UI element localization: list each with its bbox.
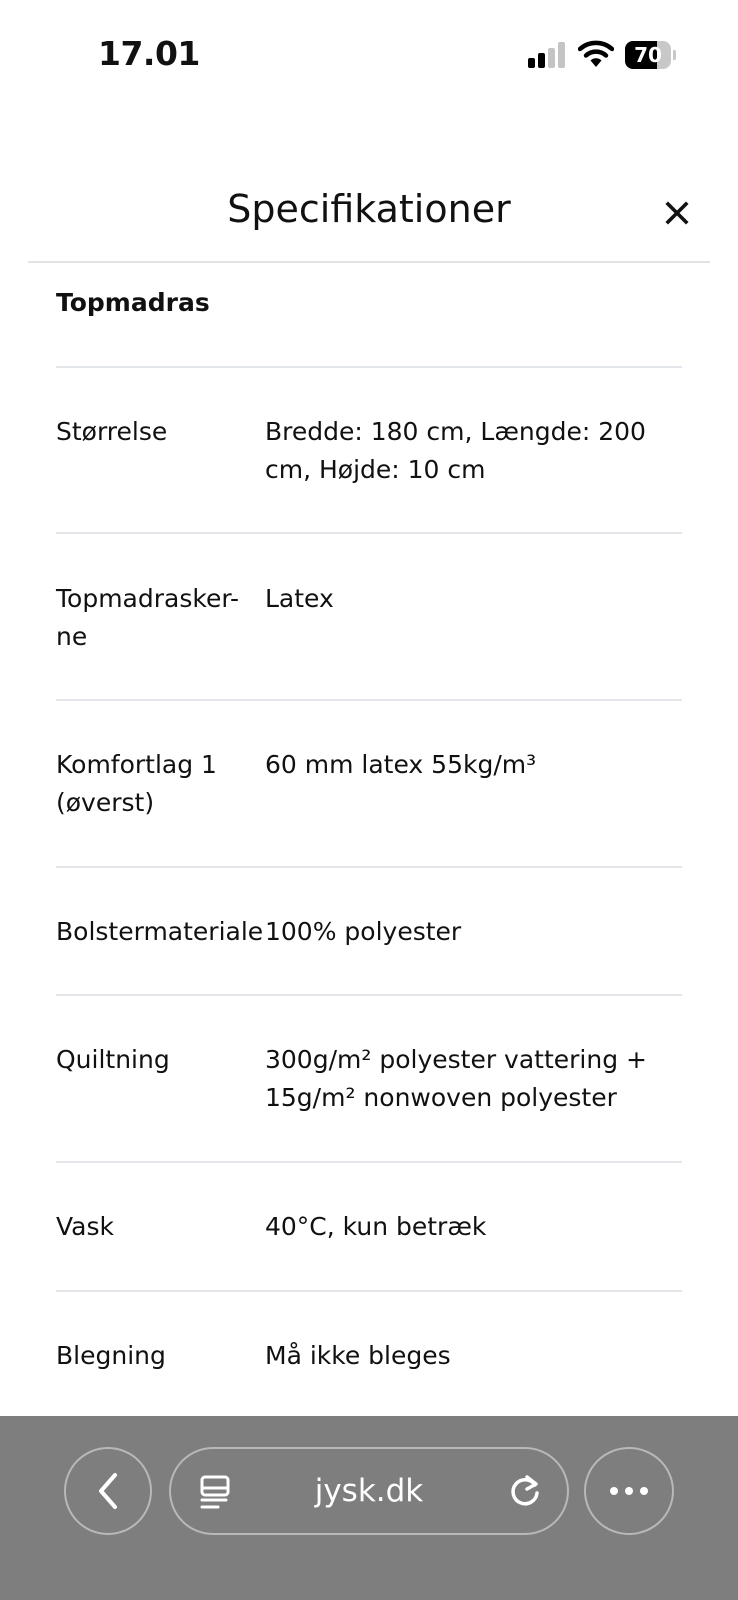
signal-icon [528, 42, 568, 68]
close-icon [665, 201, 689, 225]
modal-title: Specifikationer [227, 187, 511, 231]
url-text: jysk.dk [314, 1473, 424, 1509]
more-button[interactable] [584, 1447, 674, 1535]
section-title: Topmadras [56, 288, 210, 317]
spec-value-comfort-layer: 60 mm latex 55kg/m³ [265, 750, 537, 779]
spec-divider [56, 1161, 682, 1163]
spec-divider [56, 699, 682, 701]
browser-toolbar [0, 1416, 738, 1600]
header-divider [28, 261, 710, 263]
spec-divider [56, 532, 682, 534]
more-icon [609, 1486, 649, 1496]
spec-label-size: Størrelse [56, 417, 168, 446]
spec-value-size: Bredde: 180 cm, Længde: 200 cm, Højde: 10 cm [265, 417, 646, 484]
battery-level: 70 [634, 43, 662, 67]
spec-label-core: Topmadrasker-ne [56, 584, 240, 651]
back-button[interactable] [64, 1447, 152, 1535]
spec-label-filling: Bolstermateriale [56, 917, 264, 946]
spec-divider [56, 366, 682, 368]
spec-value-core: Latex [265, 584, 334, 613]
status-time: 17.01 [98, 34, 200, 73]
spec-divider [56, 1290, 682, 1292]
spec-value-quilting: 300g/m² polyester vattering + 15g/m² nonwoven polyester [265, 1045, 647, 1112]
wifi-icon [578, 40, 614, 68]
battery-body [625, 41, 671, 69]
spec-label-bleach: Blegning [56, 1341, 166, 1370]
spec-divider [56, 866, 682, 868]
spec-label-comfort-layer: Komfortlag 1 (øverst) [56, 750, 217, 817]
close-button[interactable] [656, 192, 698, 234]
back-icon [93, 1471, 123, 1511]
spec-value-wash: 40°C, kun betræk [265, 1212, 487, 1241]
reload-icon[interactable] [507, 1473, 543, 1509]
spec-label-quilting: Quiltning [56, 1045, 170, 1074]
spec-divider [56, 994, 682, 996]
battery-icon [625, 41, 675, 69]
battery-cap [673, 50, 676, 60]
spec-value-filling: 100% polyester [265, 917, 462, 946]
spec-label-wash: Vask [56, 1212, 114, 1241]
address-bar[interactable] [169, 1447, 569, 1535]
spec-value-bleach: Må ikke bleges [265, 1341, 451, 1370]
